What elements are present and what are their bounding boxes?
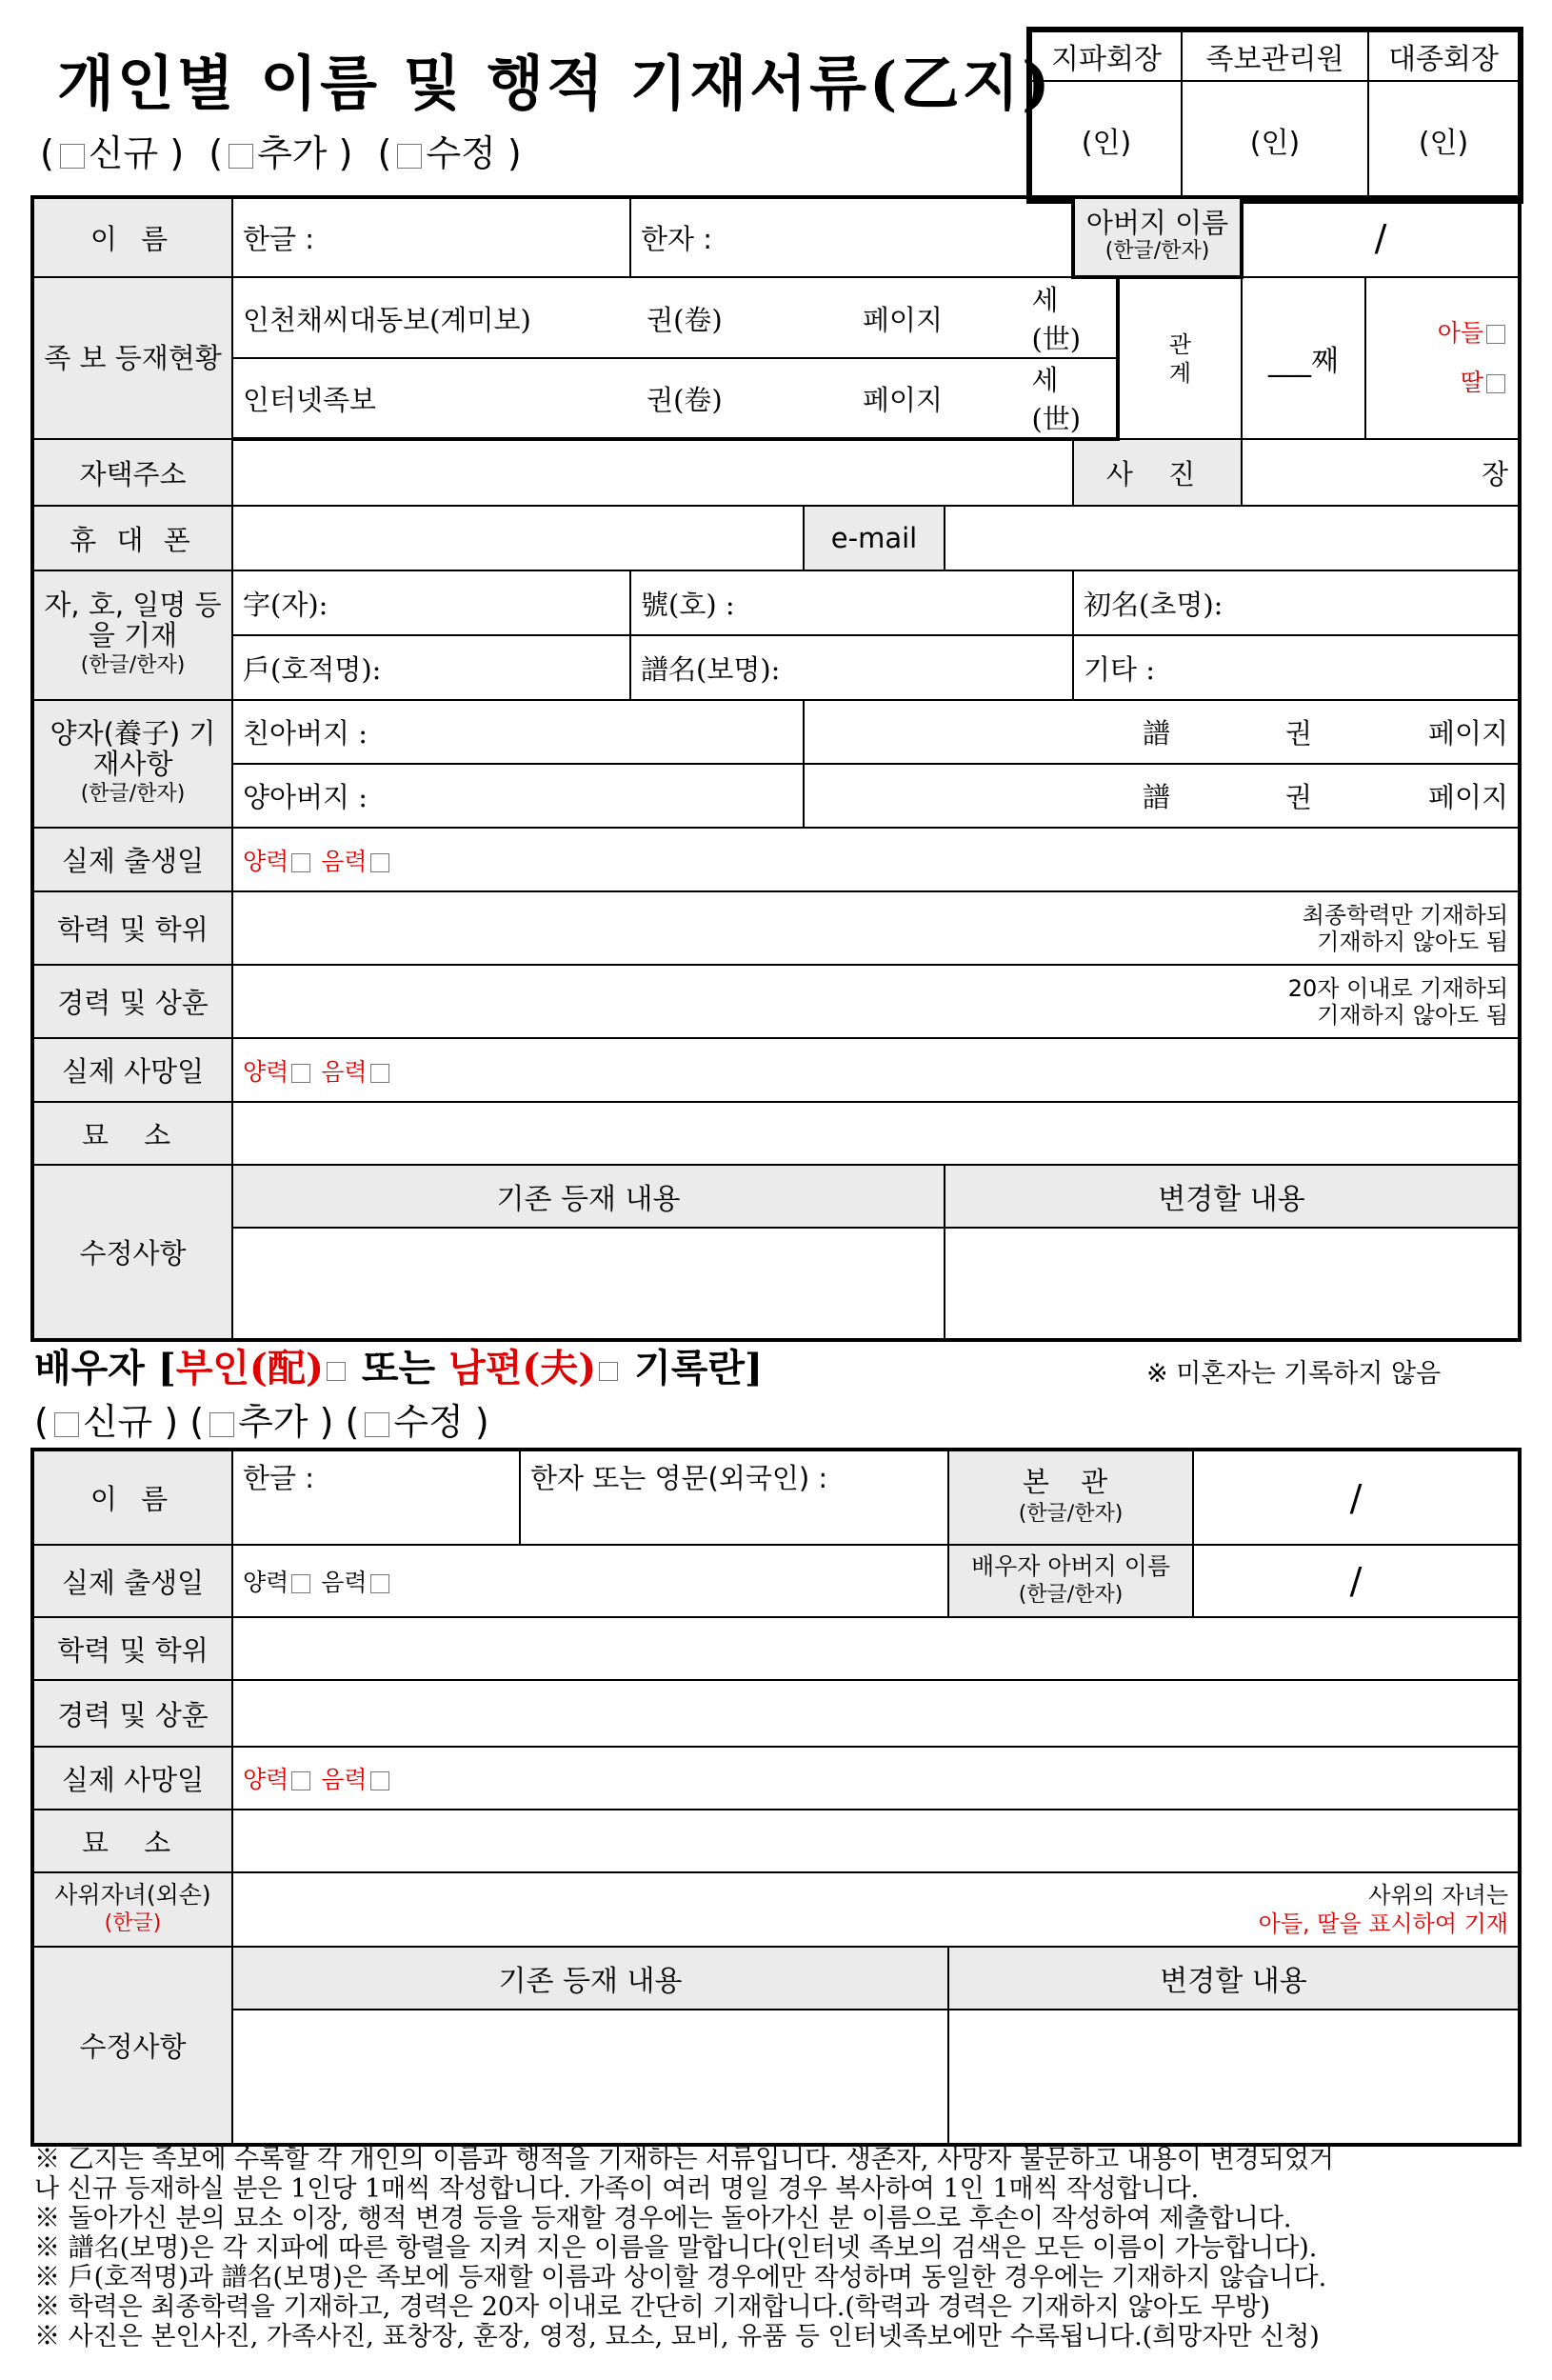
career-label: 경력 및 상훈 — [32, 965, 232, 1038]
chomyeong-prefix: 初名(초명): — [1084, 588, 1224, 621]
relation-label: 관 계 — [1118, 277, 1242, 439]
solar-checkbox[interactable] — [291, 853, 310, 872]
lunar-checkbox[interactable] — [370, 853, 389, 872]
spouse-death-solar-checkbox[interactable] — [291, 1771, 310, 1790]
spouse-title-prefix: 배우자 [ — [34, 1346, 176, 1390]
spouse-hangul-field[interactable] — [232, 1450, 520, 1545]
address-field[interactable] — [232, 439, 1073, 506]
gwon-label-4: 권 — [1284, 781, 1312, 813]
career-field[interactable] — [232, 965, 1520, 1038]
death-lunar-checkbox[interactable] — [370, 1064, 389, 1083]
spouse-solar-checkbox[interactable] — [291, 1574, 310, 1593]
existing-header: 기존 등재 내용 — [232, 1165, 945, 1228]
education-note-1: 최종학력만 기재하되 — [1302, 901, 1509, 929]
ho-field[interactable] — [630, 570, 1073, 635]
change-content-field[interactable] — [945, 1228, 1520, 1340]
spouse-name-label: 이 름 — [32, 1450, 232, 1545]
spouse-father-label — [948, 1545, 1193, 1617]
spouse-title-suffix: 기록란] — [621, 1346, 763, 1390]
add-label: 추가 — [257, 132, 328, 174]
note-line: ※ 戶(호적명)과 譜名(보명)은 족보에 등재할 이름과 상이할 경우에만 작성하며 동일한 경우에는 기재하지 않습니다. — [34, 2263, 1327, 2292]
page-title: 개인별 이름 및 행적 기재서류(乙지) — [57, 49, 1053, 118]
page-label-2: 페이지 — [862, 383, 943, 416]
spouse-existing-header: 기존 등재 내용 — [232, 1947, 948, 2010]
spouse-career-field[interactable] — [232, 1680, 1520, 1747]
note-line: ※ 사진은 본인사진, 가족사진, 표창장, 훈장, 영정, 묘소, 묘비, 유품 등 인터넷족보에만 수록됩니다.(희망자만 신청) — [34, 2322, 1320, 2351]
gwon-label-2: 권(卷) — [647, 383, 723, 416]
or-label: 또는 — [348, 1346, 449, 1390]
wife-checkbox[interactable] — [327, 1362, 346, 1381]
page-label: 페이지 — [862, 303, 943, 336]
spouse-father-slash: / — [1349, 1560, 1363, 1602]
adopt-father-field[interactable] — [232, 764, 804, 828]
sawi-field[interactable] — [232, 1872, 1520, 1947]
spouse-change-content-field[interactable] — [948, 2010, 1520, 2145]
daughter-label: 딸 — [1460, 369, 1484, 396]
spouse-add-label: 추가 — [238, 1401, 308, 1443]
adoption-label-text: 양자(養子) 기재사항 — [50, 717, 216, 780]
spouse-record-type-options: ( 신규 ) ( 추가 ) ( 수정 ) — [34, 1401, 489, 1443]
husband-label: 남편(夫) — [448, 1346, 597, 1390]
grave-label: 묘 소 — [32, 1102, 232, 1165]
new-label: 신규 — [88, 132, 159, 174]
death-field[interactable] — [232, 1038, 1520, 1102]
name-hangul-field[interactable] — [232, 197, 630, 277]
death-lunar-label: 음력 — [321, 1057, 368, 1086]
spouse-note: ※ 미혼자는 기록하지 않음 — [1146, 1359, 1442, 1389]
bongwan-label — [948, 1450, 1193, 1545]
note-line: ※ 돌아가신 분의 묘소 이장, 행적 변경 등을 등재할 경우에는 돌아가신 분 이름으로 후손이 작성하여 제출합니다. — [34, 2204, 1292, 2233]
education-note-2: 기재하지 않아도 됨 — [1317, 928, 1509, 955]
gita-prefix: 기타 : — [1084, 652, 1156, 686]
spouse-father-field[interactable] — [1193, 1545, 1520, 1617]
spouse-birth-field[interactable] — [232, 1545, 948, 1617]
phone-label: 휴 대 폰 — [32, 506, 232, 570]
spouse-hanja-prefix: 한자 또는 영문(외국인) : — [530, 1462, 828, 1494]
spouse-grave-field[interactable] — [232, 1810, 1520, 1872]
photo-label: 사 진 — [1073, 439, 1242, 506]
spouse-death-lunar-checkbox[interactable] — [370, 1771, 389, 1790]
father-name-field[interactable] — [1242, 197, 1520, 277]
ho-prefix: 號(호) : — [641, 588, 735, 621]
spouse-birth-label: 실제 출생일 — [32, 1545, 232, 1617]
spouse-hanja-field[interactable] — [520, 1450, 948, 1545]
bio-father-field[interactable] — [232, 700, 804, 764]
hangul-prefix: 한글 : — [243, 223, 315, 255]
education-field[interactable] — [232, 891, 1520, 965]
spouse-existing-content-field[interactable] — [232, 2010, 948, 2145]
spouse-career-label: 경력 및 상훈 — [32, 1680, 232, 1747]
jokbo-internet-row[interactable] — [232, 358, 1118, 439]
birth-field[interactable] — [232, 828, 1520, 891]
spouse-grave-label: 묘 소 — [32, 1810, 232, 1872]
adoption-label-sub: (한글/한자) — [80, 782, 186, 806]
spouse-death-lunar-label: 음력 — [321, 1766, 368, 1793]
son-checkbox[interactable] — [1486, 325, 1505, 344]
father-label-text: 아버지 이름 — [1085, 207, 1229, 239]
spouse-hangul-prefix: 한글 : — [243, 1462, 315, 1494]
sawi-label-text: 사위자녀(외손) — [54, 1881, 211, 1909]
bongwan-field[interactable] — [1193, 1450, 1520, 1545]
note-line: ※ 학력은 최종학력을 기재하고, 경력은 20자 이내로 간단히 기재합니다.(학력과 경력은 기재하지 않아도 무방) — [34, 2292, 1271, 2322]
bomyeong-prefix: 譜名(보명): — [641, 652, 781, 686]
bongwan-label-text: 본 관 — [1022, 1465, 1120, 1498]
adoption-label — [32, 700, 232, 828]
spouse-lunar-checkbox[interactable] — [370, 1574, 389, 1593]
spouse-section-title — [34, 1338, 763, 1392]
bongwan-label-sub: (한글/한자) — [1018, 1501, 1124, 1526]
sawi-label-sub: (한글) — [104, 1911, 162, 1935]
seal-chairman[interactable]: (인) — [1368, 81, 1519, 199]
page-label-3: 페이지 — [1427, 717, 1509, 750]
son-label: 아들 — [1437, 319, 1484, 347]
spouse-father-label-sub: (한글/한자) — [1018, 1583, 1124, 1607]
existing-content-field[interactable] — [232, 1228, 945, 1340]
gwon-label: 권(卷) — [647, 303, 723, 336]
jokbo-gyemibo-row[interactable] — [232, 277, 1118, 358]
spouse-lunar-label: 음력 — [321, 1569, 368, 1596]
photo-unit: 장 — [1482, 457, 1509, 490]
alias-label-sub: (한글/한자) — [80, 653, 186, 677]
bio-father-jokbo-field[interactable] — [804, 700, 1520, 764]
spouse-correction-label: 수정사항 — [32, 1947, 232, 2145]
photo-count-field[interactable] — [1242, 439, 1520, 506]
spouse-death-label: 실제 사망일 — [32, 1747, 232, 1810]
sawi-note-2: 아들, 딸을 표시하여 기재 — [1258, 1910, 1508, 1937]
slash-divider: / — [1374, 216, 1387, 259]
birth-label: 실제 출생일 — [32, 828, 232, 891]
career-note-1: 20자 이내로 기재하되 — [1287, 974, 1509, 1002]
change-header: 변경할 내용 — [945, 1165, 1520, 1228]
note-line: 나 신규 등재하실 분은 1인당 1매씩 작성합니다. 가족이 여러 명일 경우 복사하여 1인 1매씩 작성합니다. — [34, 2174, 1200, 2204]
spouse-father-label-text: 배우자 아버지 이름 — [970, 1552, 1171, 1580]
approval-header-manager: 족보관리원 — [1182, 31, 1368, 81]
gita-field[interactable] — [1073, 635, 1520, 700]
approval-header-branch: 지파회장 — [1031, 31, 1182, 81]
spouse-death-solar-label: 양력 — [243, 1766, 289, 1793]
spouse-add-checkbox[interactable] — [209, 1412, 234, 1437]
son-daughter-options — [1365, 277, 1520, 439]
alias-label — [32, 570, 232, 700]
chomyeong-field[interactable] — [1073, 570, 1520, 635]
gwon-label-3: 권 — [1284, 717, 1312, 750]
correction-label: 수정사항 — [32, 1165, 232, 1340]
edit-checkbox[interactable] — [397, 144, 422, 169]
adopt-father-prefix: 양아버지 : — [243, 781, 368, 813]
se-label: 세(世) — [1031, 284, 1082, 355]
adopt-father-jokbo-field[interactable] — [804, 764, 1520, 828]
seal-manager[interactable]: (인) — [1182, 81, 1368, 199]
bo-label-2: 譜 — [1142, 781, 1170, 813]
address-label: 자택주소 — [32, 439, 232, 506]
note-line: ※ 乙지는 족보에 수록할 각 개인의 이름과 행적을 기재하는 서류입니다. 생존자, 사망자 불문하고 내용이 변경되었거 — [34, 2145, 1335, 2174]
jokbo-internet-name: 인터넷족보 — [243, 383, 377, 416]
ja-field[interactable] — [232, 570, 630, 635]
spouse-solar-label: 양력 — [243, 1569, 289, 1596]
hojeok-prefix: 戶(호적명): — [243, 652, 382, 686]
solar-label: 양력 — [243, 847, 289, 875]
spouse-change-header: 변경할 내용 — [948, 1947, 1520, 2010]
father-name-label — [1073, 197, 1242, 277]
bo-label: 譜 — [1142, 717, 1170, 750]
education-label: 학력 및 학위 — [32, 891, 232, 965]
grave-field[interactable] — [232, 1102, 1520, 1165]
death-solar-checkbox[interactable] — [291, 1064, 310, 1083]
approval-box — [1026, 27, 1523, 204]
approval-header-chairman: 대종회장 — [1368, 31, 1519, 81]
jokbo-label: 족 보 등재현황 — [32, 277, 232, 439]
spouse-education-field[interactable] — [232, 1617, 1520, 1680]
bongwan-slash: / — [1349, 1476, 1363, 1519]
name-label: 이 름 — [32, 197, 232, 277]
father-label-sub: (한글/한자) — [1104, 239, 1210, 263]
new-checkbox[interactable] — [60, 144, 85, 169]
jokbo-gyemibo-name: 인천채씨대동보(계미보) — [243, 303, 531, 336]
hojeok-field[interactable] — [232, 635, 630, 700]
death-label: 실제 사망일 — [32, 1038, 232, 1102]
bio-father-prefix: 친아버지 : — [243, 717, 368, 750]
add-checkbox[interactable] — [229, 144, 253, 169]
email-label: e-mail — [804, 506, 945, 570]
spouse-new-label: 신규 — [82, 1401, 153, 1443]
personal-record-form — [30, 195, 1522, 1342]
spouse-education-label: 학력 및 학위 — [32, 1617, 232, 1680]
instructions-notes — [34, 2145, 1529, 2351]
alias-label-text: 자, 호, 일명 등을 기재 — [44, 589, 222, 651]
husband-checkbox[interactable] — [599, 1362, 618, 1381]
wife-label: 부인(配) — [175, 1346, 324, 1390]
note-line: ※ 譜名(보명)은 각 지파에 따른 항렬을 지켜 지은 이름을 말합니다(인터넷 족보의 검색은 모든 이름이 가능합니다). — [34, 2233, 1318, 2263]
email-field[interactable] — [945, 506, 1520, 570]
record-type-options: ( 신규 ) ( 추가 ) ( 수정 ) — [40, 132, 522, 174]
career-note-2: 기재하지 않아도 됨 — [1317, 1001, 1509, 1029]
spouse-edit-checkbox[interactable] — [365, 1412, 389, 1437]
death-solar-label: 양력 — [243, 1057, 289, 1086]
lunar-label: 음력 — [321, 847, 368, 875]
sawi-label — [32, 1872, 232, 1947]
bomyeong-field[interactable] — [630, 635, 1073, 700]
seal-branch[interactable]: (인) — [1031, 81, 1182, 199]
spouse-death-field[interactable] — [232, 1747, 1520, 1810]
page-label-4: 페이지 — [1427, 781, 1509, 813]
spouse-edit-label: 수정 — [393, 1401, 464, 1443]
relation-order-field[interactable]: ___째 — [1242, 277, 1365, 439]
edit-label: 수정 — [426, 132, 496, 174]
phone-field[interactable] — [232, 506, 804, 570]
hanja-prefix: 한자 : — [641, 223, 713, 255]
name-hanja-field[interactable] — [630, 197, 1073, 277]
spouse-record-form — [30, 1448, 1522, 2147]
ja-prefix: 字(자): — [243, 588, 328, 621]
spouse-new-checkbox[interactable] — [54, 1412, 79, 1437]
sawi-note-1: 사위의 자녀는 — [1368, 1882, 1508, 1909]
daughter-checkbox[interactable] — [1486, 374, 1505, 393]
se-label-2: 세(世) — [1031, 364, 1082, 435]
relation-order-unit: 째 — [1311, 345, 1340, 378]
